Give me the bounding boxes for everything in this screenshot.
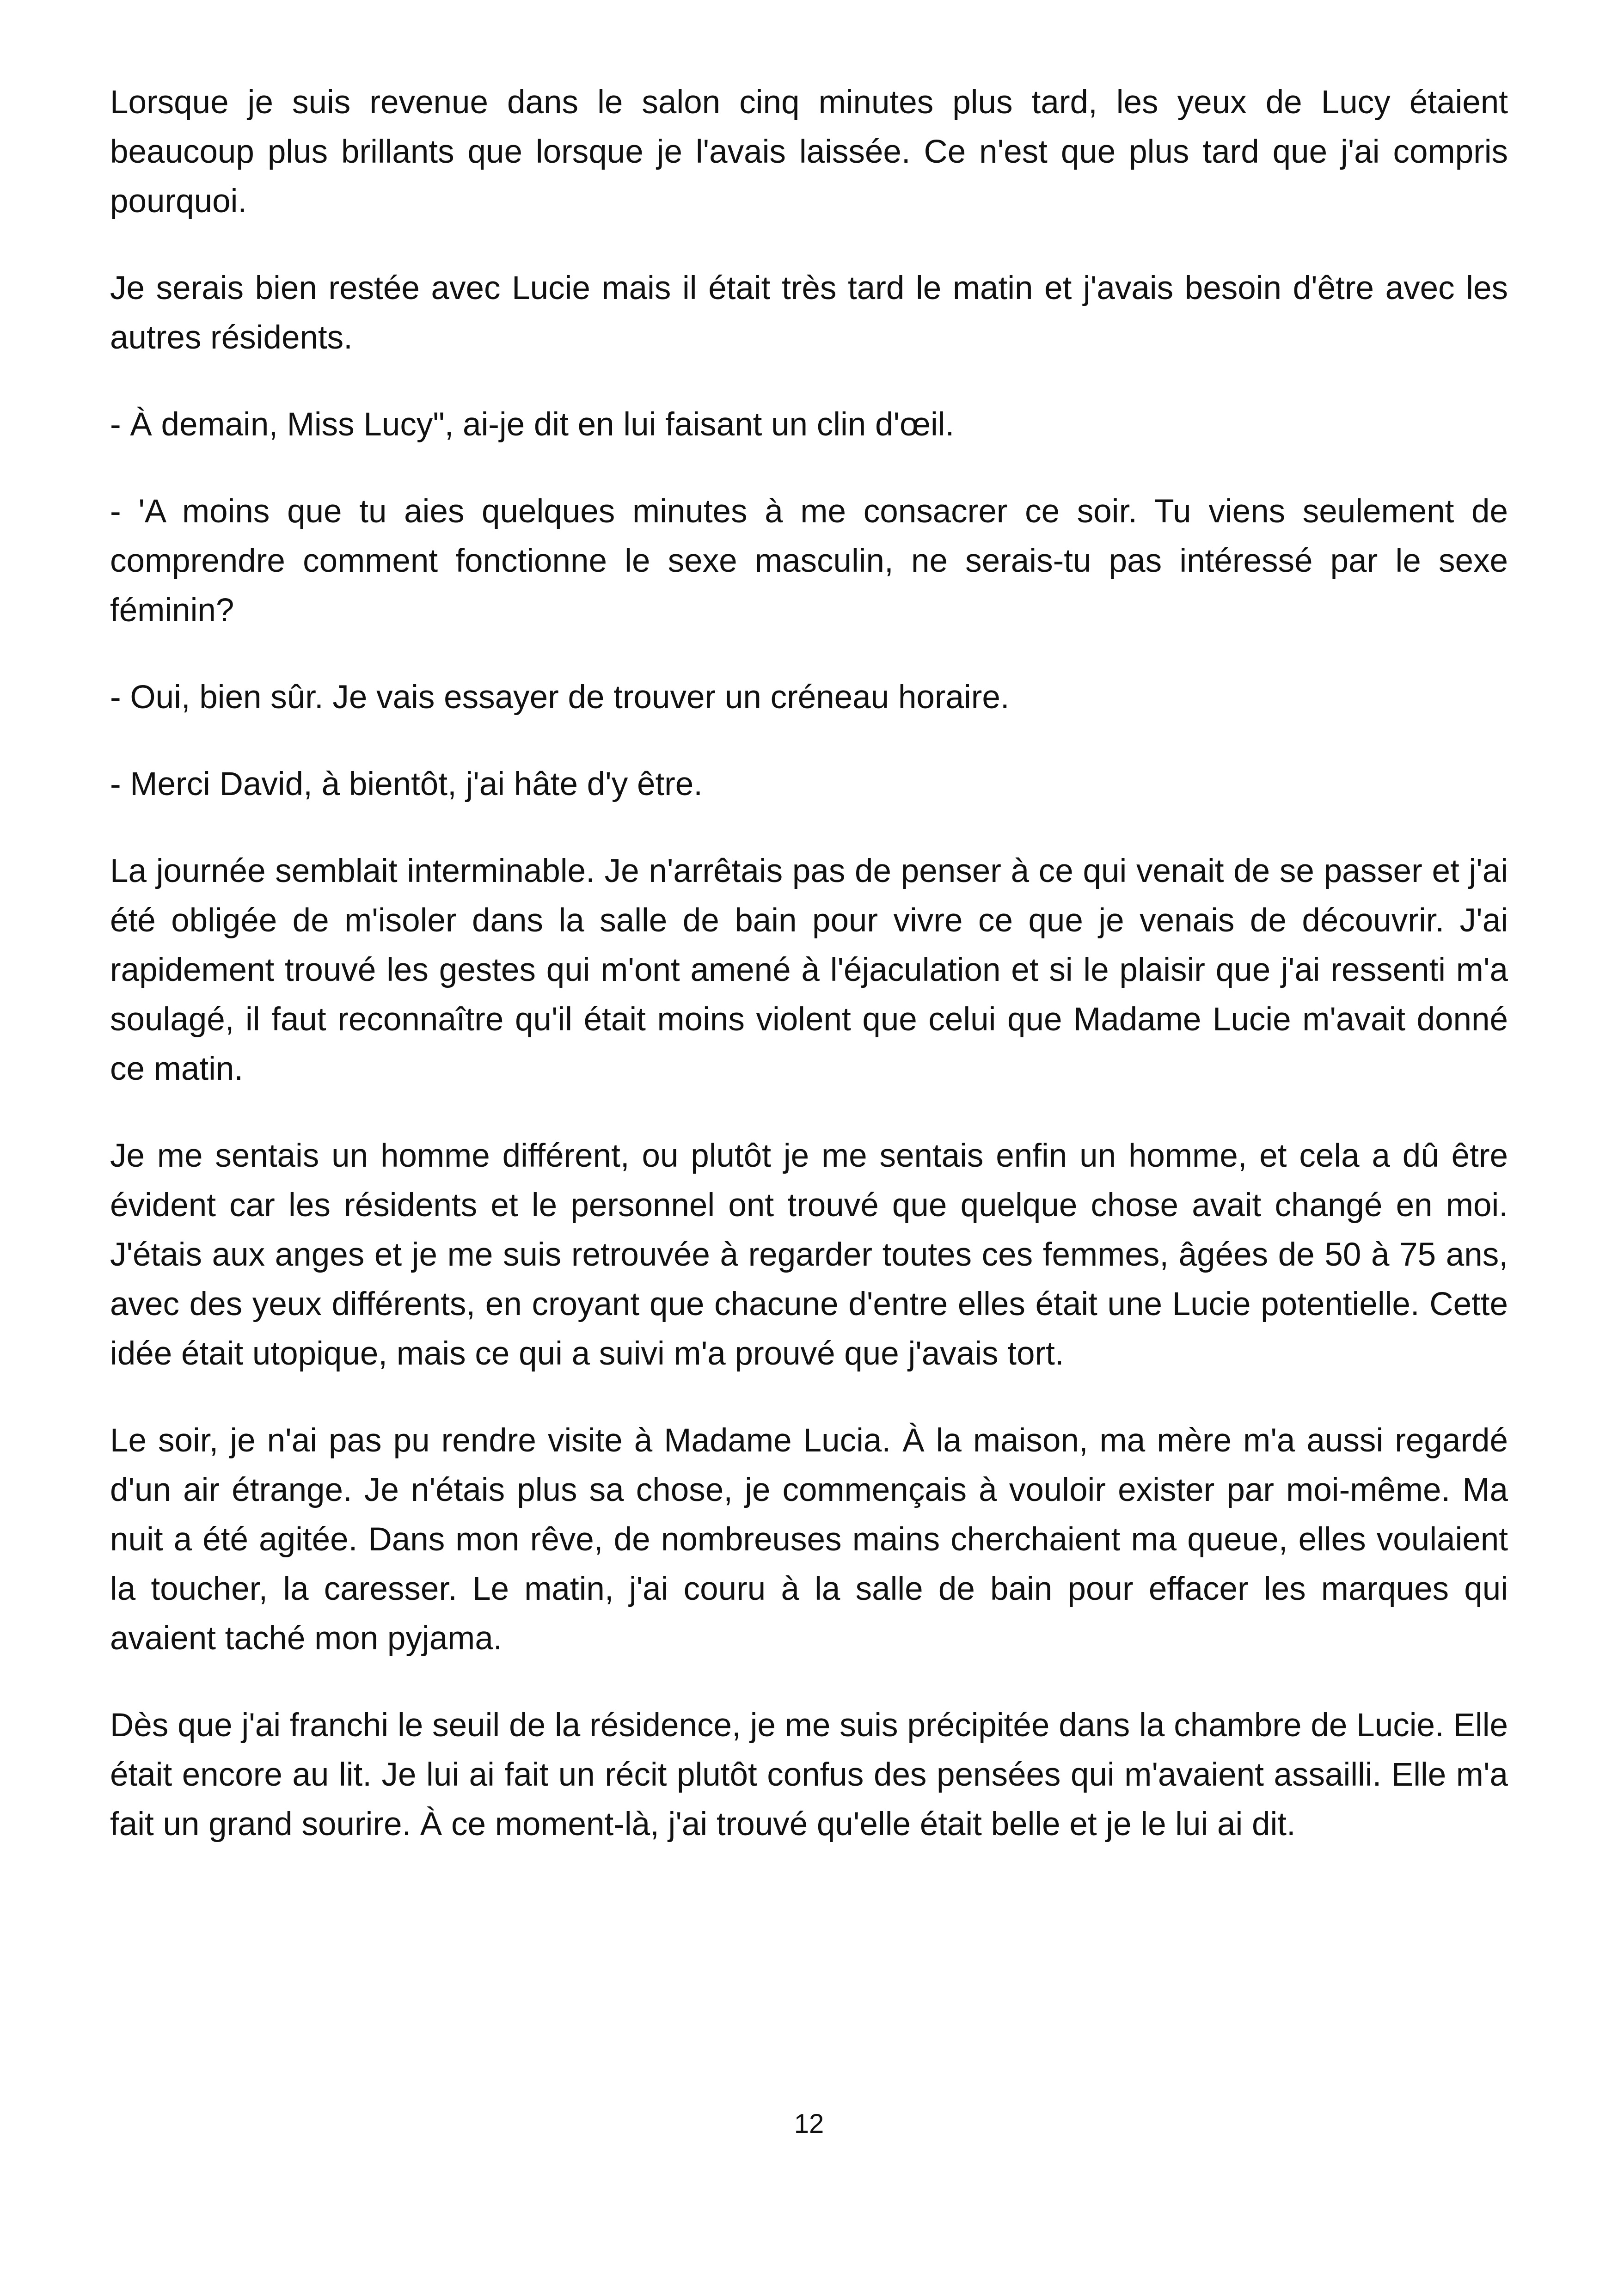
page-number: 12	[794, 2109, 824, 2139]
dialogue-line: - Merci David, à bientôt, j'ai hâte d'y être.	[110, 766, 703, 802]
paragraph: Je me sentais un homme différent, ou plutôt je me sentais enfin un homme, et cela a dû être évident car les résidents et le personnel ont trouvé que quelque chose avait changé en moi. J'étais aux anges et je me suis retrouvée à regarder toutes ces femmes, âgées de 50 à 75 ans, avec des yeux différents, en croyant que chacune d'entre elles était une Lucie potentielle. Cette idée était utopique, mais ce qui a suivi m'a prouvé que j'avais tort.	[110, 1138, 1508, 1372]
paragraph: Le soir, je n'ai pas pu rendre visite à Madame Lucia. À la maison, ma mère m'a aussi regardé d'un air étrange. Je n'étais plus sa chose, je commençais à vouloir exister par moi-même. Ma nuit a été agitée. Dans mon rêve, de nombreuses mains cherchaient ma queue, elles voulaient la toucher, la caresser. Le matin, j'ai couru à la salle de bain pour effacer les marques qui avaient taché mon pyjama.	[110, 1422, 1508, 1657]
body-text	[110, 78, 1508, 1886]
paragraph: Dès que j'ai franchi le seuil de la résidence, je me suis précipitée dans la chambre de Lucie. Elle était encore au lit. Je lui ai fait un récit plutôt confus des pensées qui m'avaient assailli. Elle m'a fait un grand sourire. À ce moment-là, j'ai trouvé qu'elle était belle et je le lui ai dit.	[110, 1707, 1508, 1843]
dialogue-line: - Oui, bien sûr. Je vais essayer de trouver un créneau horaire.	[110, 679, 1010, 716]
paragraph: Je serais bien restée avec Lucie mais il était très tard le matin et j'avais besoin d'être avec les autres résidents.	[110, 270, 1508, 356]
dialogue-line: - À demain, Miss Lucy", ai-je dit en lui faisant un clin d'œil.	[110, 406, 955, 443]
dialogue-line: - 'A moins que tu aies quelques minutes à me consacrer ce soir. Tu viens seulement de comprendre comment fonctionne le sexe masculin, ne serais-tu pas intéressé par le sexe féminin?	[110, 493, 1508, 629]
paragraph: La journée semblait interminable. Je n'arrêtais pas de penser à ce qui venait de se passer et j'ai été obligée de m'isoler dans la salle de bain pour vivre ce que je venais de découvrir. J'ai rapidement trouvé les gestes qui m'ont amené à l'éjaculation et si le plaisir que j'ai ressenti m'a soulagé, il faut reconnaître qu'il était moins violent que celui que Madame Lucie m'avait donné ce matin.	[110, 853, 1508, 1087]
paragraph: Lorsque je suis revenue dans le salon cinq minutes plus tard, les yeux de Lucy étaient beaucoup plus brillants que lorsque je l'avais laissée. Ce n'est que plus tard que j'ai compris pourquoi.	[110, 84, 1508, 220]
